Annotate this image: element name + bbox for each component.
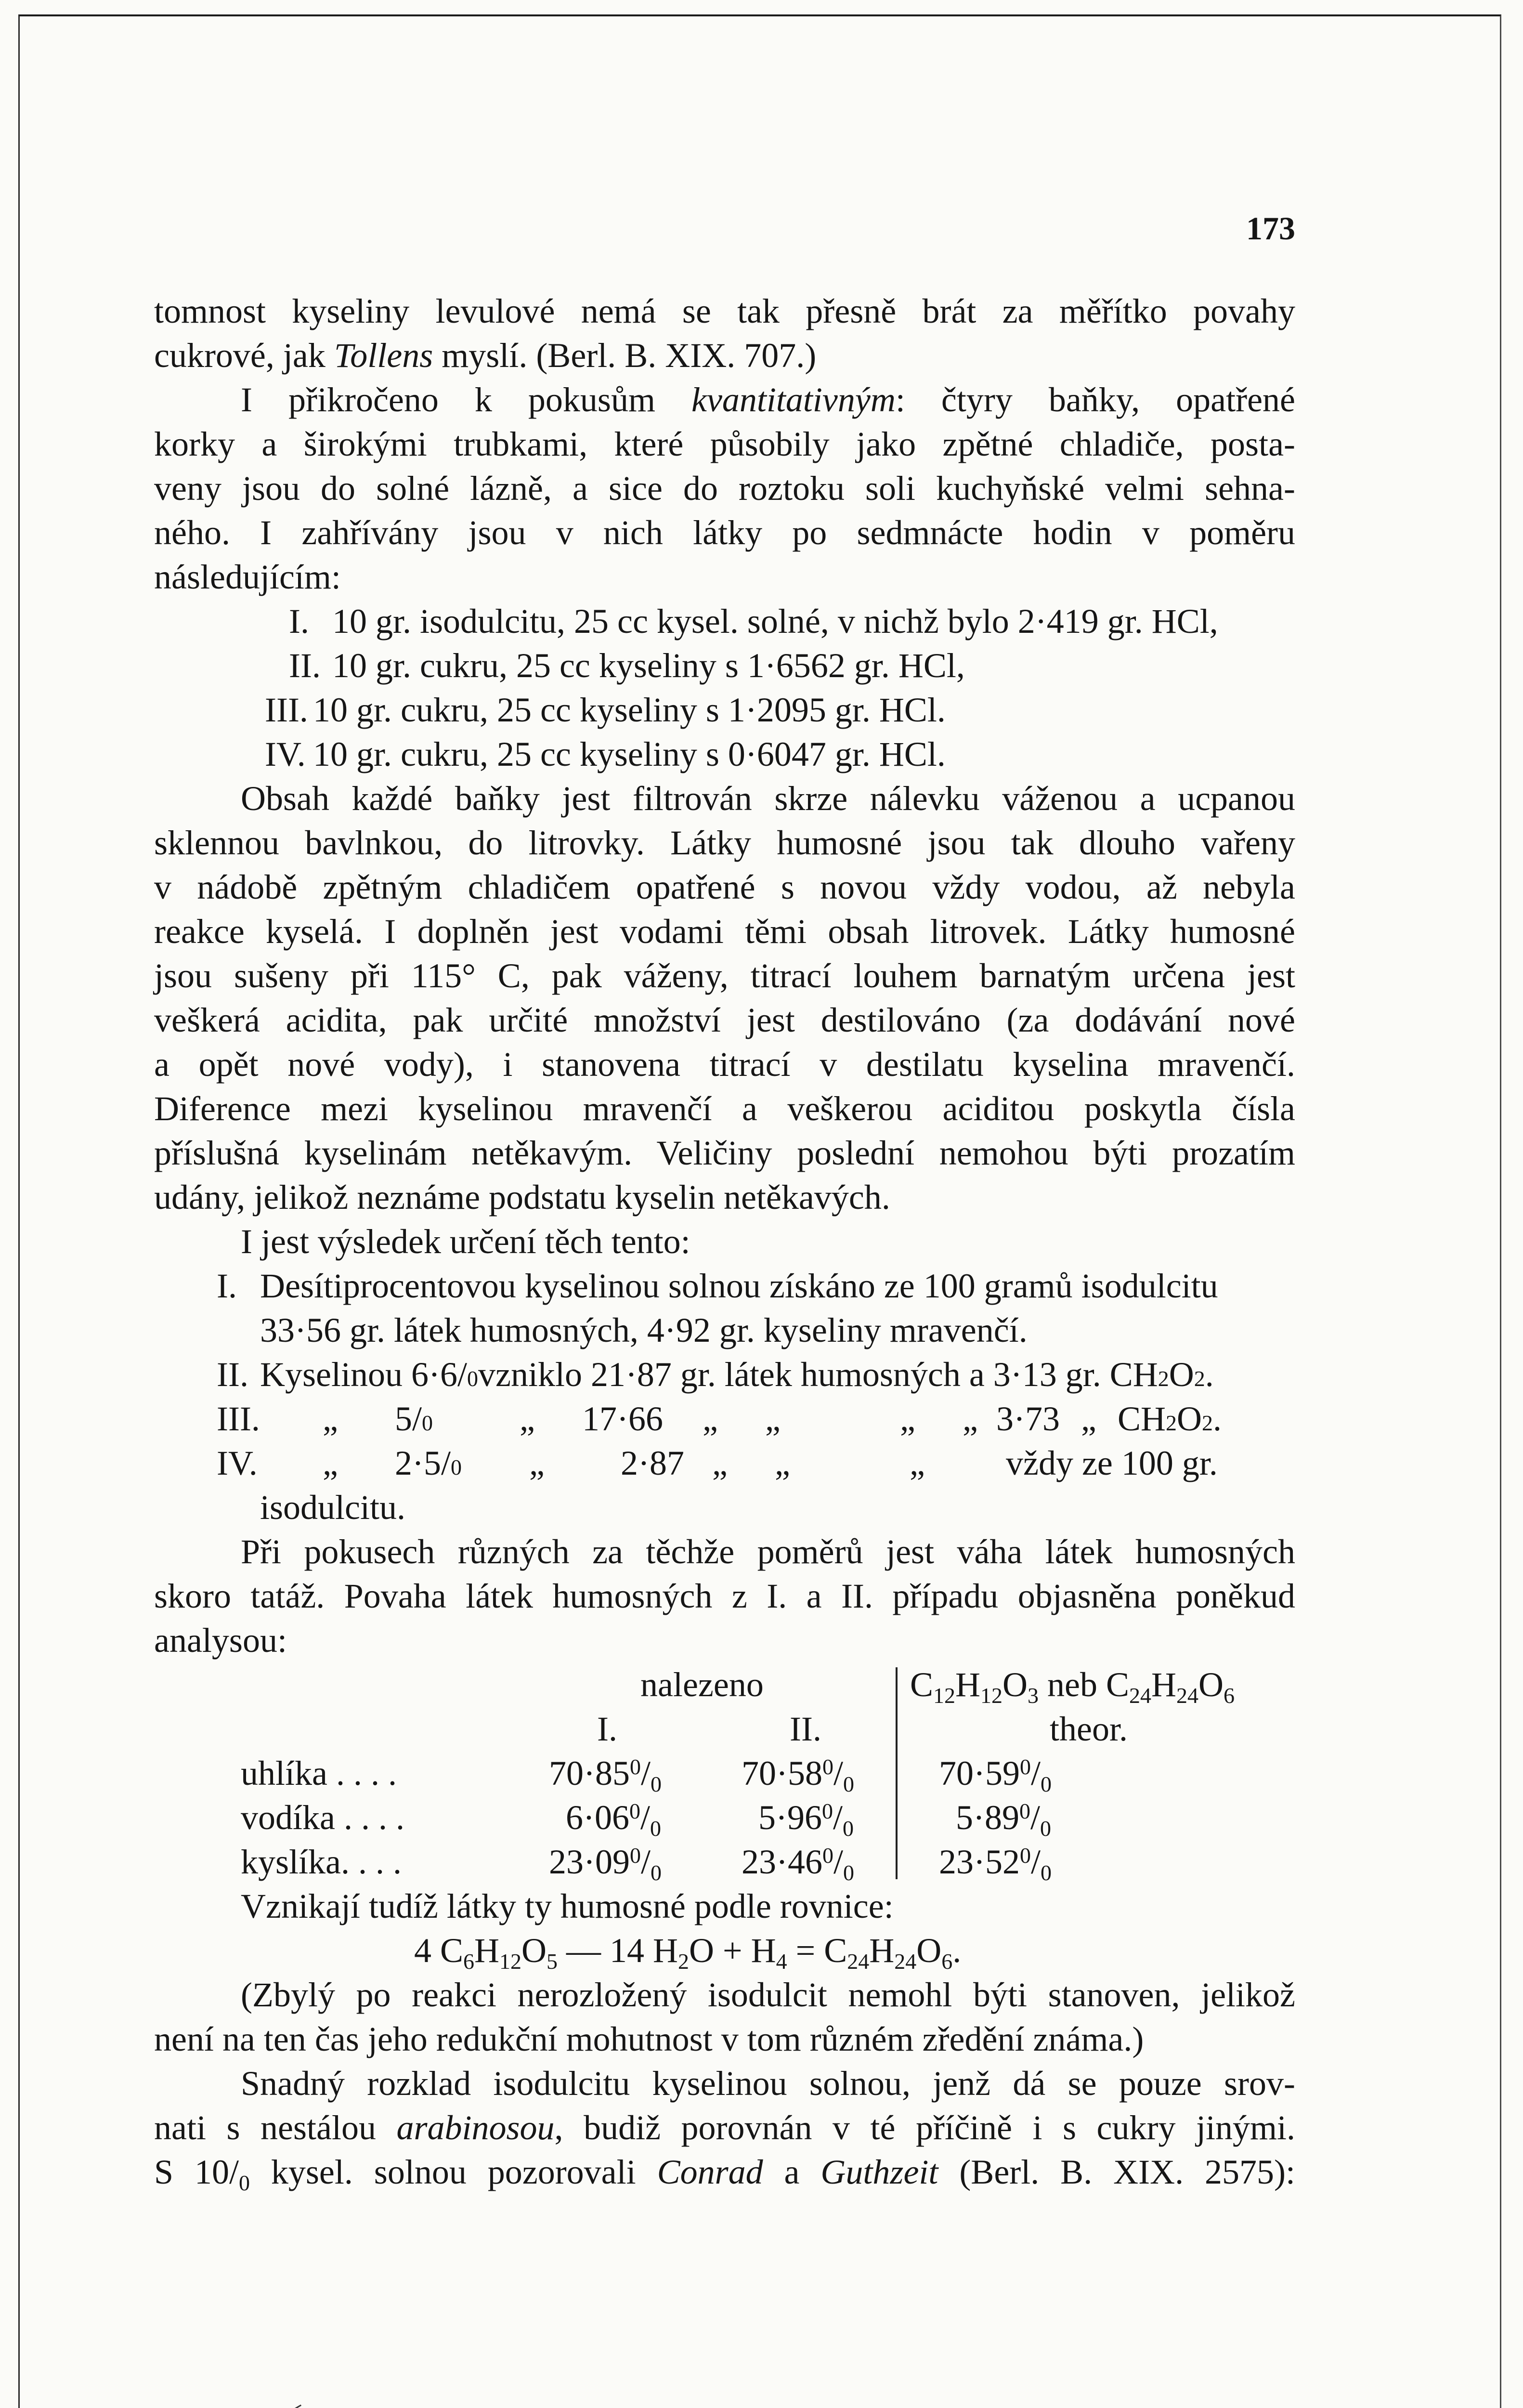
text-line: nati s nestálou arabinosou, budiž porovnán v té příčině i s cukry jinými.	[154, 2108, 1295, 2147]
analysis-value: $23\cdot 46^0/_0$	[742, 1843, 854, 1885]
analysis-value: $70\cdot 58^0/_0$	[742, 1754, 854, 1796]
analysis-formula-header: $C_{12}H_{12}O_3$ neb $C_{24}H_{24}O_6$	[910, 1665, 1235, 1708]
text-line: a opět nové vody), i stanovena titrací v destilatu kyselina mravenčí.	[154, 1045, 1295, 1084]
result-item: II. Kyselinou 6·6 / 0 vzniklo 21·87 gr. látek humosných a 3·13 gr. CH 2 O 2 .	[217, 1355, 1214, 1394]
text-line: Při pokusech různých za těchže poměrů jest váha látek humosných	[241, 1532, 1295, 1571]
text-line: skoro tatáž. Povaha látek humosných z I. a II. případu objasněna poněkud	[154, 1577, 1295, 1615]
analysis-value: $23\cdot 09^0/_0$	[549, 1843, 662, 1885]
result-item-continued: 33·56 gr. látek humosných, 4·92 gr. kyseliny mravenčí.	[260, 1311, 1028, 1349]
analysis-value: $5\cdot 96^0/_0$	[758, 1798, 854, 1841]
analysis-row-label: kyslíka. . . .	[241, 1843, 402, 1881]
text-line: Diference mezi kyselinou mravenčí a veškerou aciditou poskytla čísla	[154, 1089, 1295, 1128]
analysis-value: $6\cdot 06^0/_0$	[566, 1798, 661, 1841]
text-line: korky a širokými trubkami, které působily jako zpětné chladiče, posta-	[154, 425, 1295, 463]
text-line: udány, jelikož neznáme podstatu kyselin netěkavých.	[154, 1178, 890, 1217]
analysis-value: $5\cdot 89^0/_0$	[956, 1798, 1051, 1841]
text-line: veškerá acidita, pak určité množství jest destilováno (za dodávání nové	[154, 1001, 1295, 1039]
analysis-value: $23\cdot 52^0/_0$	[939, 1843, 1052, 1885]
author-guthzeit: Guthzeit	[820, 2153, 938, 2191]
text-line: tomnost kyseliny levulové nemá se tak přesně brát za měřítko povahy	[154, 292, 1295, 330]
page-number: 173	[1246, 210, 1295, 247]
experiment-item: II. 10 gr. cukru, 25 cc kyseliny s 1·6562 gr. HCl,	[289, 646, 965, 685]
analysis-col-1-header: I.	[597, 1710, 617, 1748]
analysis-found-header: nalezeno	[640, 1665, 764, 1704]
analysis-divider	[896, 1667, 898, 1879]
text-line: není na ten čas jeho redukční mohutnost v tom různém zředění známa.)	[154, 2020, 1144, 2058]
text-line: I přikročeno k pokusům kvantitativným: čtyry baňky, opatřené	[241, 380, 1296, 419]
text-line: S $10/_0$ kysel. solnou pozorovali Conrad a Guthzeit (Berl. B. XIX. 2575):	[154, 2153, 1295, 2195]
text-line: ného. I zahřívány jsou v nich látky po sedmnácte hodin v poměru	[154, 513, 1295, 552]
text-line: cukrové, jak Tollens myslí. (Berl. B. XIX. 707.)	[154, 336, 817, 375]
equation: 4 $C_6H_{12}O_5$ — 14 $H_2O + H_4 = C_{24}H_{24}O_6$.	[414, 1931, 962, 1974]
text-line: analysou:	[154, 1621, 287, 1660]
author-conrad: Conrad	[657, 2153, 763, 2191]
analysis-value: $70\cdot 85^0/_0$	[549, 1754, 662, 1796]
analysis-value: $70\cdot 59^0/_0$	[939, 1754, 1052, 1796]
page-text	[154, 289, 1295, 2194]
analysis-theor-header: theor.	[1050, 1710, 1128, 1748]
text-line: Obsah každé baňky jest filtrován skrze nálevku váženou a ucpanou	[241, 779, 1295, 818]
experiment-item: III. 10 gr. cukru, 25 cc kyseliny s 1·2095 gr. HCl.	[265, 691, 946, 729]
text-line: (Zbylý po reakci nerozložený isodulcit nemohl býti stanoven, jelikož	[241, 1976, 1295, 2014]
equation-intro: Vznikají tudíž látky ty humosné podle rovnice:	[241, 1887, 894, 1925]
text-line: Snadný rozklad isodulcitu kyselinou solnou, jenž dá se pouze srov-	[241, 2064, 1295, 2103]
text-line: následujícím:	[154, 558, 341, 596]
experiment-item: IV. 10 gr. cukru, 25 cc kyseliny s 0·6047 gr. HCl.	[265, 735, 946, 773]
text-line: jsou sušeny při 115° C, pak váženy, titrací louhem barnatým určena jest	[154, 956, 1295, 995]
text-line: reakce kyselá. I doplněn jest vodami těmi obsah litrovek. Látky humosné	[154, 912, 1295, 951]
emphasis-arabinosou: arabinosou	[396, 2108, 555, 2147]
text-line: v nádobě zpětným chladičem opatřené s novou vždy vodou, až nebyla	[154, 868, 1295, 906]
author-tollens: Tollens	[334, 336, 433, 375]
analysis-row-label: uhlíka . . . .	[241, 1754, 397, 1793]
result-item-continued: isodulcitu.	[260, 1488, 405, 1527]
result-item: IV. „ 2·5 / 0 „ 2·87 „ „ „ vždy ze 100 gr.	[217, 1444, 1218, 1482]
text-line: příslušná kyselinám netěkavým. Veličiny poslední nemohou býti prozatím	[154, 1134, 1295, 1172]
text-line: veny jsou do solné lázně, a sice do roztoku soli kuchyňské velmi sehna-	[154, 469, 1295, 508]
text-line: sklennou bavlnkou, do litrovky. Látky humosné jsou tak dlouho vařeny	[154, 824, 1295, 862]
experiment-item: I. 10 gr. isodulcitu, 25 cc kysel. solné, v nichž bylo 2·419 gr. HCl,	[289, 602, 1218, 641]
analysis-col-2-header: II.	[790, 1710, 821, 1748]
results-intro: I jest výsledek určení těch tento:	[241, 1222, 690, 1261]
analysis-table	[154, 1662, 1295, 1884]
analysis-row-label: vodíka . . . .	[241, 1798, 404, 1837]
emphasis-kvantitativnym: kvantitativným	[691, 380, 896, 419]
result-item: III. „ 5 / 0 „ 17·66 „ „ „ „ 3·73 „ CH 2 O 2 .	[217, 1400, 1222, 1438]
result-item: I. Desítiprocentovou kyselinou solnou získáno ze 100 gramů isodulcitu	[217, 1267, 1218, 1305]
